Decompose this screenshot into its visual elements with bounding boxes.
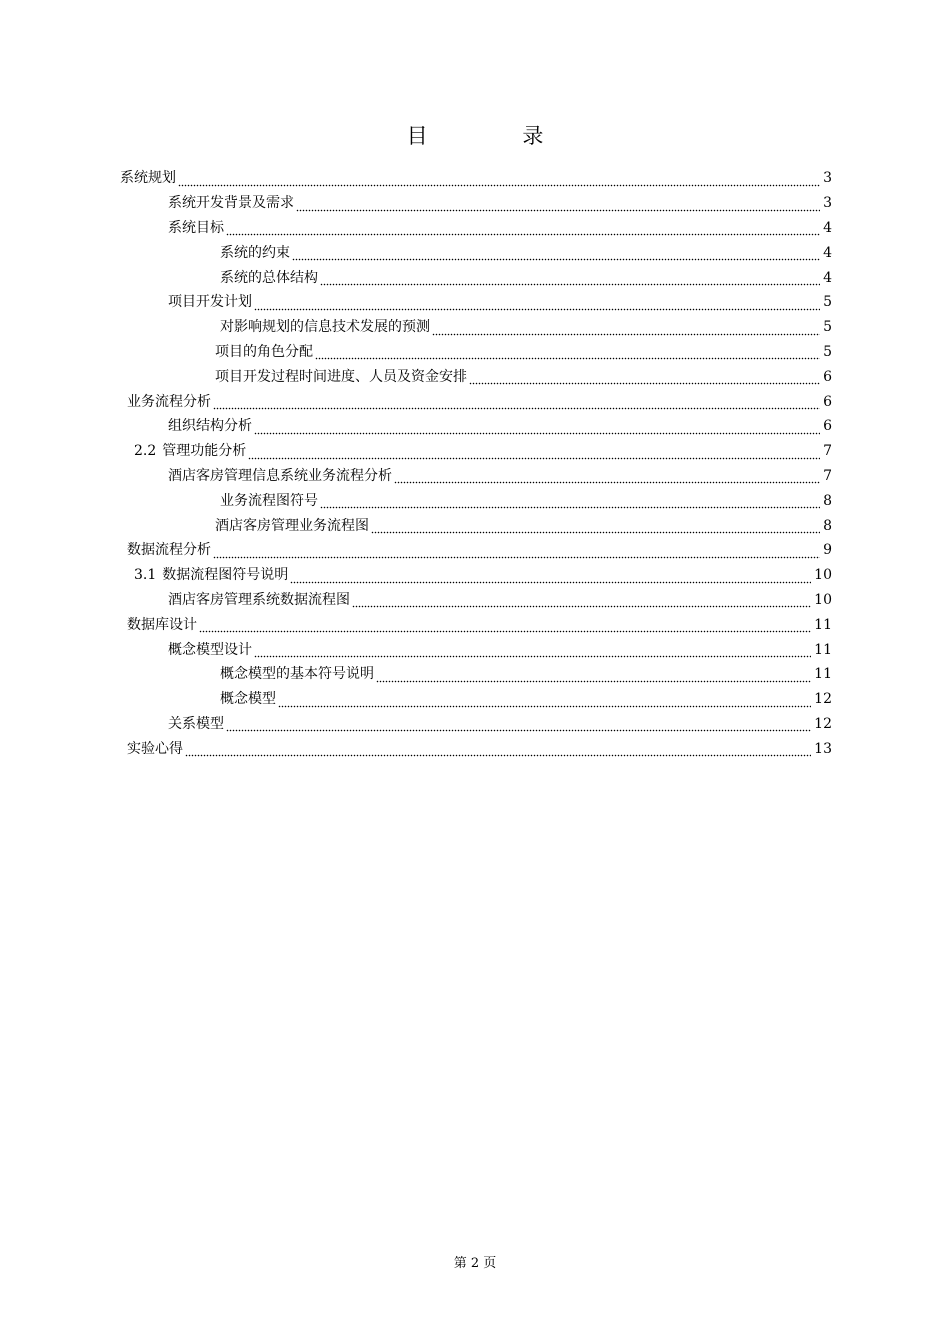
toc-entry-org-structure[interactable] [0,414,950,439]
dot-leader [320,495,820,509]
dot-leader [213,396,820,410]
toc-entry-title: 数据流程分析 [127,542,211,559]
toc-entry-title-text: 数据流程图符号说明 [162,567,289,584]
toc-entry-overall-structure[interactable] [0,265,950,290]
toc-entry-experiment-reflection[interactable] [0,736,950,761]
dot-leader [290,570,811,584]
page-footer: 第 2 页 [453,1256,497,1271]
toc-entry-hotel-dfd[interactable] [0,588,950,613]
toc-entry-system-planning[interactable] [0,166,950,191]
dot-leader [199,619,811,633]
toc-entry-schedule[interactable] [0,364,950,389]
toc-entry-title: 项目开发过程时间进度、人员及资金安排 [215,368,467,385]
toc-entry-title: 概念模型设计 [168,641,252,658]
toc-entry-business-process[interactable] [0,389,950,414]
toc-entry-page: 12 [814,715,832,732]
dot-leader [292,247,820,261]
dot-leader [248,446,820,460]
dot-leader [371,520,820,534]
dot-leader [315,346,820,360]
page-title: 目 录 [406,124,588,148]
toc-entry-page: 6 [823,418,832,435]
dot-leader [185,743,811,757]
toc-entry-database-design[interactable] [0,612,950,637]
toc-entry-title: 系统目标 [168,219,224,236]
toc-entry-title: 系统的约束 [220,244,290,261]
toc-entry-background[interactable] [0,191,950,216]
toc-entry-title: 组织结构分析 [168,418,252,435]
toc-entry-page: 4 [823,269,832,286]
toc-entry-title: 对影响规划的信息技术发展的预测 [220,319,430,336]
dot-leader [254,297,820,311]
toc-entry-conceptual-model[interactable] [0,687,950,712]
toc-entry-page: 12 [814,691,832,708]
toc-entry-constraints[interactable] [0,240,950,265]
toc-entry-page: 9 [823,542,832,559]
toc-entry-page: 13 [814,740,832,757]
table-of-contents [0,166,950,761]
toc-entry-title: 系统规划 [120,170,176,187]
toc-entry-conceptual-model-design[interactable] [0,637,950,662]
toc-entry-page: 10 [814,591,832,608]
toc-entry-title: 系统的总体结构 [220,269,318,286]
toc-entry-title: 关系模型 [168,715,224,732]
toc-entry-it-forecast[interactable] [0,315,950,340]
toc-entry-page: 5 [823,319,832,336]
toc-entry-title: 项目开发计划 [168,294,252,311]
toc-entry-title: 概念模型的基本符号说明 [220,666,374,683]
toc-entry-number: 3.1 [134,567,157,584]
toc-entry-title: 概念模型 [220,691,276,708]
toc-entry-page: 8 [823,517,832,534]
dot-leader [296,198,820,212]
toc-entry-page: 4 [823,219,832,236]
toc-entry-page: 10 [814,567,832,584]
toc-entry-title [134,441,246,461]
dot-leader [432,322,820,336]
dot-leader [254,644,811,658]
dot-leader [394,470,820,484]
toc-entry-role-assignment[interactable] [0,340,950,365]
toc-entry-page: 5 [823,343,832,360]
toc-entry-number: 2.2 [134,443,157,460]
toc-entry-page: 8 [823,492,832,509]
dot-leader [376,669,811,683]
toc-entry-page: 4 [823,244,832,261]
toc-entry-title [134,565,288,585]
toc-entry-page: 11 [814,641,832,658]
dot-leader [320,272,820,286]
toc-entry-hotel-business-flowchart[interactable] [0,513,950,538]
toc-entry-page: 11 [814,666,832,683]
toc-entry-page: 3 [823,195,832,212]
toc-entry-page: 6 [823,393,832,410]
dot-leader [213,545,820,559]
toc-entry-management-functions[interactable] [0,439,950,464]
toc-entry-title-text: 管理功能分析 [162,443,247,460]
toc-entry-flowchart-symbols[interactable] [0,488,950,513]
toc-entry-page: 7 [823,467,832,484]
toc-entry-page: 6 [823,368,832,385]
toc-entry-title: 数据库设计 [127,616,197,633]
toc-entry-title: 业务流程分析 [127,393,211,410]
toc-entry-page: 5 [823,294,832,311]
toc-entry-page: 7 [823,443,832,460]
toc-entry-title: 酒店客房管理信息系统业务流程分析 [168,467,392,484]
dot-leader [352,594,811,608]
toc-entry-title: 系统开发背景及需求 [168,195,294,212]
toc-entry-title: 实验心得 [127,740,183,757]
dot-leader [226,222,820,236]
toc-entry-relational-model[interactable] [0,712,950,737]
toc-entry-system-goals[interactable] [0,216,950,241]
toc-entry-hotel-business-flow-analysis[interactable] [0,464,950,489]
toc-entry-page: 3 [823,170,832,187]
dot-leader [226,718,811,732]
toc-entry-title: 酒店客房管理系统数据流程图 [168,591,350,608]
dot-leader [178,173,820,187]
toc-entry-page: 11 [814,616,832,633]
toc-entry-dfd-symbols[interactable] [0,563,950,588]
dot-leader [278,694,811,708]
toc-entry-title: 项目的角色分配 [215,343,313,360]
toc-entry-dev-plan[interactable] [0,290,950,315]
dot-leader [469,371,820,385]
toc-entry-data-flow-analysis[interactable] [0,538,950,563]
dot-leader [254,421,820,435]
toc-entry-title: 酒店客房管理业务流程图 [215,517,369,534]
toc-entry-title: 业务流程图符号 [220,492,318,509]
toc-entry-conceptual-model-symbols[interactable] [0,662,950,687]
